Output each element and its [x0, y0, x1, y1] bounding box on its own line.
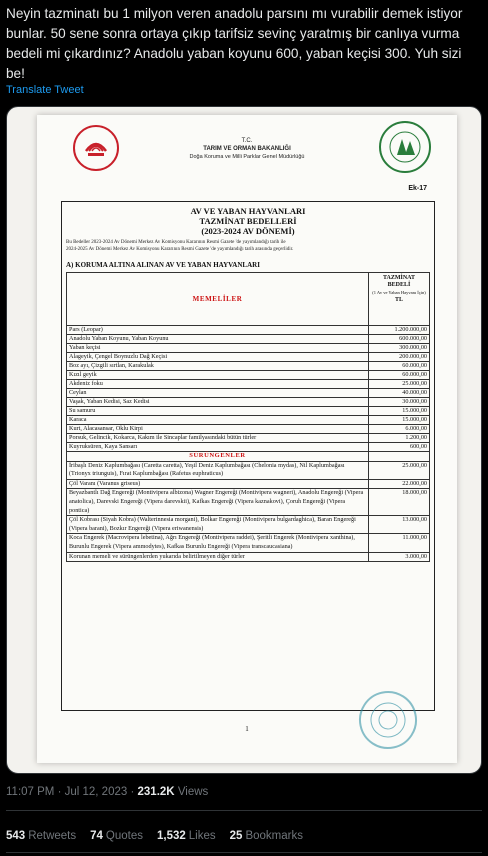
mammal-row-value: 1.200,00: [369, 434, 430, 443]
likes-label: Likes: [188, 830, 216, 842]
mammal-row-value: 600,00: [369, 443, 430, 452]
doc-note: [62, 236, 434, 253]
mammal-row: [67, 443, 430, 452]
reptile-row: [67, 552, 430, 562]
mammal-row-name: Yaban keçisi: [67, 344, 369, 353]
col-tazminat-line4: TL: [394, 297, 403, 303]
quotes-label: Quotes: [105, 830, 143, 842]
doc-title-line3: (2023-2024 AV DÖNEMİ): [201, 226, 295, 236]
mammal-row-value: 15.000,00: [369, 416, 430, 425]
meta-separator-2: ·: [130, 786, 138, 798]
tweet-views-label: Views: [177, 786, 209, 798]
bookmarks-stat[interactable]: [230, 830, 303, 842]
compensation-table: [66, 272, 430, 562]
reptile-header-row: [67, 452, 430, 462]
mammal-row: [67, 344, 430, 353]
col-memeliler: MEMELİLER: [67, 273, 369, 326]
translate-tweet-link[interactable]: Translate Tweet: [6, 84, 84, 96]
quotes-stat[interactable]: [90, 830, 143, 842]
mammal-row: [67, 353, 430, 362]
reptile-row: [67, 489, 430, 516]
doc-ministry: TARIM VE ORMAN BAKANLIĞI: [203, 146, 291, 152]
doc-tc: T.C.: [241, 138, 253, 144]
mammal-row-value: 25.000,00: [369, 380, 430, 389]
quotes-count: 74: [90, 830, 103, 842]
mammal-row-value: 1.200.000,00: [369, 326, 430, 335]
reptile-row-name: Beyazbantlı Dağ Engereği (Montivipera albizona) Wagner Engereği (Montivipera wagneri), Anadolu Engereği (Vipera anatolica), Darevski Engereği (Vipera darevskii), Kafkas Engereği (Vipera kaznakovi), Çoruh Engereği (Vipera pontica): [67, 489, 369, 516]
doc-title-line2: TAZMİNAT BEDELLERİ: [199, 216, 297, 226]
mammal-row: [67, 416, 430, 425]
likes-count: 1,532: [157, 830, 186, 842]
table-header-row: [67, 273, 430, 326]
stamp-seal-icon: [364, 696, 411, 743]
tweet-image[interactable]: [6, 106, 482, 774]
mammal-row-value: 15.000,00: [369, 407, 430, 416]
mammal-row: [67, 380, 430, 389]
tweet-time[interactable]: 11:07 PM: [6, 786, 55, 798]
mammal-row: [67, 425, 430, 434]
doc-title: [62, 206, 434, 236]
bookmarks-count: 25: [229, 830, 243, 842]
doc-note-line2: 2024-2025 Av Dönemi Merkez Av Komisyonu Kararının Resmi Gazete 'de yayımlandığı tarih arasında geçerlidir.: [66, 247, 294, 252]
mammal-row-name: Kurt, Alacasansar, Oklu Kirpi: [67, 425, 369, 434]
retweets-stat[interactable]: [6, 830, 76, 842]
mammal-row: [67, 371, 430, 380]
bookmarks-label: Bookmarks: [245, 830, 303, 842]
meta-separator: ·: [57, 786, 65, 798]
mammal-row-name: Alageyik, Çengel Boynuzlu Dağ Keçisi: [67, 353, 369, 362]
mammal-row-name: Porsuk, Gelincik, Kokarca, Kakım ile Sincaplar familyasındaki bütün türler: [67, 434, 369, 443]
col-tazminat-line1: TAZMİNAT: [382, 275, 416, 281]
tweet-date[interactable]: Jul 12, 2023: [64, 786, 128, 798]
mammal-row-name: Boz ayı, Çizgili sırtlan, Karakulak: [67, 362, 369, 371]
col-surungenler: SÜRÜNGENLER: [67, 452, 369, 462]
reptile-row-value: 3.000,00: [369, 552, 430, 562]
reptile-header-blank: [369, 452, 430, 462]
reptile-row-name: İribaşlı Deniz Kaplumbağası (Caretta caretta), Yeşil Deniz Kaplumbağası (Chelonia mydas), Nil Kaplumbağası (Trionyx triunguis), Fırat Kaplumbağası (Rafetus euphraticus): [67, 461, 369, 479]
mammal-row-value: 300.000,00: [369, 344, 430, 353]
directorate-emblem-icon: [387, 129, 423, 165]
retweets-label: Retweets: [28, 830, 77, 842]
mammal-row-name: Anadolu Yaban Koyunu, Yaban Koyunu: [67, 335, 369, 344]
doc-ek-label: Ek-17: [408, 185, 427, 192]
col-tazminat: [369, 273, 430, 326]
reptile-row-value: 18.000,00: [369, 489, 430, 516]
mammal-row-value: 60.000,00: [369, 362, 430, 371]
reptile-row-name: Çöl Varanı (Varanus griseus): [67, 479, 369, 489]
mammal-row-value: 30.000,00: [369, 398, 430, 407]
doc-note-line1: Bu Bedeller 2023-2024 Av Dönemi Merkez Av Komisyonu Kararının Resmi Gazete 'de yayımlandığı tarih ile: [66, 240, 286, 245]
reptile-row: [67, 534, 430, 552]
mammal-row-name: Akdeniz foku: [67, 380, 369, 389]
reptile-row-value: 22.000,00: [369, 479, 430, 489]
document-page: [37, 115, 457, 763]
reptile-row-name: Korunan memeli ve sürüngenlerden yukarıda belirtilmeyen diğer türler: [67, 552, 369, 562]
retweets-count: 543: [6, 830, 26, 842]
doc-section-a: A) KORUMA ALTINA ALINAN AV VE YABAN HAYVANLARI: [66, 261, 260, 269]
page-number: 1: [245, 725, 249, 733]
mammal-row-value: 40.000,00: [369, 389, 430, 398]
mammal-row-value: 60.000,00: [369, 371, 430, 380]
col-tazminat-line2: BEDELİ: [387, 282, 411, 288]
mammal-row-name: Vaşak, Yaban Kedisi, Saz Kedisi: [67, 398, 369, 407]
tweet-meta: [6, 786, 208, 798]
mammal-row: [67, 389, 430, 398]
divider-top: [6, 810, 482, 811]
mammal-row-name: Karaca: [67, 416, 369, 425]
mammal-row: [67, 398, 430, 407]
reptile-row: [67, 479, 430, 489]
reptile-row-value: 13.000,00: [369, 516, 430, 534]
likes-stat[interactable]: [157, 830, 216, 842]
mammal-row: [67, 326, 430, 335]
mammal-row-name: Ceylan: [67, 389, 369, 398]
reptile-row-value: 25.000,00: [369, 461, 430, 479]
doc-directorate: Doğa Koruma ve Milli Parklar Genel Müdürlüğü: [189, 154, 305, 160]
mammal-row-name: Kızıl geyik: [67, 371, 369, 380]
mammal-row-name: Kuyruksüren, Kaya Sansarı: [67, 443, 369, 452]
mammal-row: [67, 362, 430, 371]
mammal-row: [67, 335, 430, 344]
divider-bottom: [6, 852, 482, 853]
reptile-row-value: 11.000,00: [369, 534, 430, 552]
tweet-text: Neyin tazminatı bu 1 milyon veren anadolu parsını mı vurabilir demek istiyor bunlar. 50 sene sonra ortaya çıkıp tarifsiz sevinç yaratmış bir canlıya vurma bedeli mi çıkardınız? Anadolu yaban koyunu 600, yaban keçisi 300. Yuh sizi be!: [6, 6, 463, 81]
reptile-row: [67, 461, 430, 479]
mammal-row-value: 6.000,00: [369, 425, 430, 434]
col-tazminat-line3: (1 Av ve Yaban Hayvanı İçin): [372, 290, 426, 295]
reptile-row-name: Koca Engerek (Macrovipera lebetina), Ağrı Engereği (Montivipera raddei), Şeritli Engerek (Montivipera xanthina), Burunlu Engerek (Vipera ammodytes), Kafkas Burunlu Engereği (Vipera transcaucasiana): [67, 534, 369, 552]
tweet-views-count: 231.2K: [137, 786, 175, 798]
mammal-row: [67, 407, 430, 416]
tweet-stats: [6, 830, 303, 842]
reptile-row-name: Çöl Kobrası (Siyah Kobra) (Walterinnesia morgani), Bolkar Engereği (Montivipera bulgardaghica), Baran Engereği (Vipera barani), Bozkır Engereği (Vipera eriwanensis): [67, 516, 369, 534]
mammal-row-name: Su samuru: [67, 407, 369, 416]
mammal-row: [67, 434, 430, 443]
mammal-row-value: 200.000,00: [369, 353, 430, 362]
doc-title-line1: AV VE YABAN HAYVANLARI: [190, 206, 306, 216]
reptile-row: [67, 516, 430, 534]
mammal-row-name: Pars (Leopar): [67, 326, 369, 335]
compensation-table-box: [61, 201, 435, 711]
directorate-logo: [379, 121, 431, 173]
mammal-row-value: 600.000,00: [369, 335, 430, 344]
